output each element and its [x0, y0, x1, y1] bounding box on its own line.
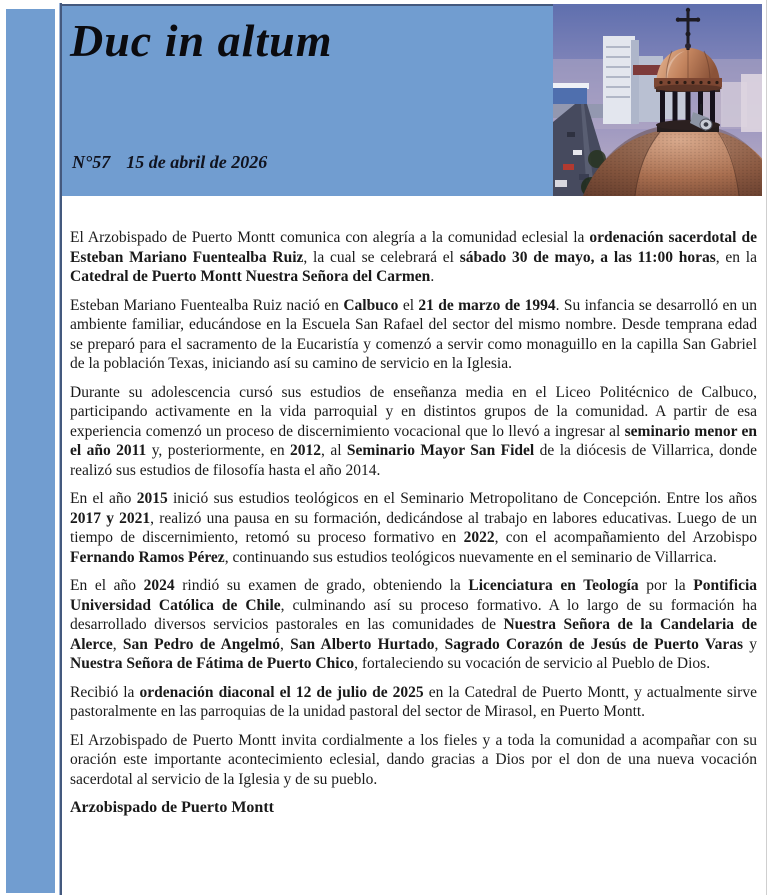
page-right-border: [766, 0, 767, 895]
issue-number: N°57: [72, 152, 111, 172]
masthead: [62, 4, 553, 196]
paragraph: En el año 2024 rindió su examen de grado, obteniendo la Licenciatura en Teología por la Pontificia Universidad Católica de Chile, culminando así su proceso formativo. A lo largo de su formación ha desarrollado diversos servicios pastorales en las comunidades de Nuestra Señora de la Candelaria de Alerce, San Pedro de Angelmó, San Alberto Hurtado, Sagrado Corazón de Jesús de Puerto Varas y Nuestra Señora de Fátima de Puerto Chico, fortaleciendo su vocación de servicio al Pueblo de Dios.: [70, 577, 758, 672]
cathedral-dome-photo: [553, 4, 762, 196]
paragraph: Recibió la ordenación diaconal el 12 de julio de 2025 en la Catedral de Puerto Montt, y actualmente sirve pastoralmente en las parroquias de la unidad pastoral del sector de Mirasol, en Puerto Montt.: [70, 683, 757, 720]
paragraph: En el año 2015 inició sus estudios teológicos en el Seminario Metropolitano de Concepción. Entre los años 2017 y 2021, realizó una pausa en su formación, dedicándose al trabajo en labores educativas. Luego de un tiempo de discernimiento, retomó su proceso formativo en 2022, con el acompañamiento del Arzobispo Fernando Ramos Pérez, continuando sus estudios teológicos nuevamente en el seminario de Villarrica.: [70, 490, 758, 566]
paragraph: El Arzobispado de Puerto Montt comunica con alegría a la comunidad eclesial la ordenación sacerdotal de Esteban Mariano Fuentealba Ruiz, la cual se celebrará el sábado 30 de mayo, a las 11:00 horas, en la Catedral de Puerto Montt Nuestra Señora del Carmen.: [70, 229, 757, 285]
article-body: [70, 228, 757, 827]
issue-date: 15 de abril de 2026: [126, 152, 268, 172]
paragraph-list: [70, 228, 757, 789]
newsletter-title: Duc in altum: [70, 15, 333, 66]
signature: Arzobispado de Puerto Montt: [70, 799, 274, 816]
left-accent-stripe: [6, 9, 55, 893]
paragraph: Esteban Mariano Fuentealba Ruiz nació en Calbuco el 21 de marzo de 1994. Su infancia se desarrolló en un ambiente familiar, educándose en la Escuela San Rafael del sector del mismo nombre. Desde temprana edad se preparó para el sacramento de la Eucaristía y comenzó a servir como monaguillo en la capilla San Gabriel de la población Texas, iniciando así su camino de servicio en la Iglesia.: [70, 296, 758, 372]
paragraph: El Arzobispado de Puerto Montt invita cordialmente a los fieles y a toda la comunidad a acompañar con su oración este importante acontecimiento eclesial, dando gracias a Dios por el don de una nueva vocación sacerdotal al servicio de la Iglesia y de su pueblo.: [70, 731, 757, 788]
issue-line: [72, 152, 267, 173]
paragraph: Durante su adolescencia cursó sus estudios de enseñanza media en el Liceo Politécnico de Calbuco, participando activamente en la vida parroquial y en distintos grupos de la comunidad. A partir de esa experiencia comenzó un proceso de discernimiento vocacional que lo llevó a ingresar al seminario menor en el año 2011 y, posteriormente, en 2012, al Seminario Mayor San Fidel de la diócesis de Villarrica, donde realizó sus estudios de filosofía hasta el año 2014.: [70, 383, 758, 479]
